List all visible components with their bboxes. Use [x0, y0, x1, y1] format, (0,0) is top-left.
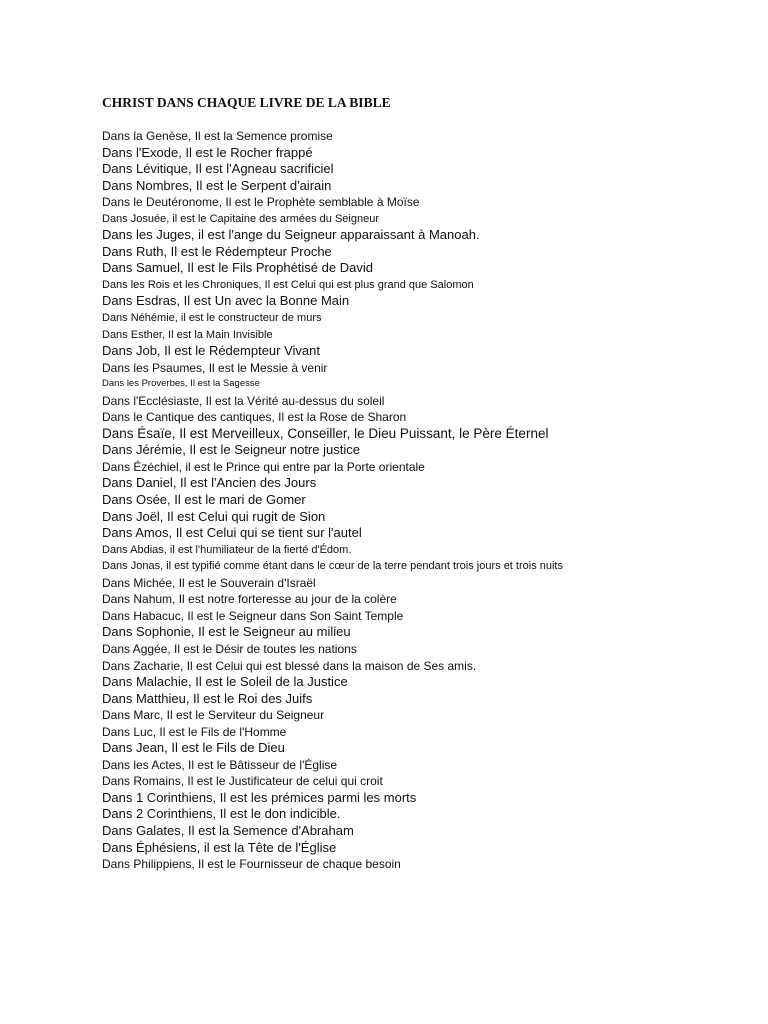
book-line: Dans les Proverbes, Il est la Sagesse: [102, 378, 260, 390]
book-line: Dans les Actes, Il est le Bâtisseur de l'Église: [102, 757, 338, 772]
book-line: Dans Matthieu, Il est le Roi des Juifs: [102, 690, 313, 706]
book-line: Dans Esther, Il est la Main Invisible: [102, 328, 273, 341]
book-line: Dans Amos, Il est Celui qui se tient sur l'autel: [102, 525, 362, 541]
book-line: Dans Abdias, il est l'humiliateur de la fierté d'Édom.: [102, 543, 352, 556]
book-line: Dans Habacuc, Il est le Seigneur dans Son Saint Temple: [102, 608, 404, 623]
book-line: Dans Philippiens, Il est le Fournisseur de chaque besoin: [102, 857, 401, 872]
book-line: Dans Job, Il est le Rédempteur Vivant: [102, 343, 320, 359]
book-line: Dans Ruth, Il est le Rédempteur Proche: [102, 243, 332, 259]
book-line: Dans l'Ecclésiaste, Il est la Vérité au-dessus du soleil: [102, 393, 385, 408]
book-line: Dans Romains, Il est le Justificateur de celui qui croit: [102, 774, 383, 789]
book-line: Dans Daniel, Il est l'Ancien des Jours: [102, 475, 317, 491]
book-line: Dans Josuée, il est le Capitaine des armées du Seigneur: [102, 212, 379, 225]
book-line: Dans les Psaumes, Il est le Messie à venir: [102, 360, 328, 375]
book-line: Dans Michée, Il est le Souverain d'Israël: [102, 575, 316, 590]
book-line: Dans Osée, Il est le mari de Gomer: [102, 492, 306, 508]
book-line: Dans Sophonie, Il est le Seigneur au milieu: [102, 624, 351, 640]
book-line: Dans Ésaïe, Il est Merveilleux, Conseiller, le Dieu Puissant, le Père Éternel: [102, 425, 549, 441]
book-list: [102, 128, 762, 873]
book-line: Dans Malachie, Il est le Soleil de la Justice: [102, 674, 348, 690]
book-line: Dans Aggée, Il est le Désir de toutes les nations: [102, 641, 357, 656]
book-line: Dans Ézéchiel, il est le Prince qui entre par la Porte orientale: [102, 459, 425, 474]
book-line: Dans les Rois et les Chroniques, Il est Celui qui est plus grand que Salomon: [102, 278, 474, 291]
book-line: Dans 1 Corinthiens, Il est les prémices parmi les morts: [102, 789, 417, 805]
book-line: Dans Joël, Il est Celui qui rugit de Sion: [102, 508, 326, 524]
book-line: Dans le Deutéronome, Il est le Prophète semblable à Moïse: [102, 195, 420, 210]
book-line: Dans Jean, Il est le Fils de Dieu: [102, 740, 285, 756]
document-title: CHRIST DANS CHAQUE LIVRE DE LA BIBLE: [102, 95, 391, 110]
book-line: Dans le Cantique des cantiques, Il est la Rose de Sharon: [102, 410, 407, 425]
book-line: Dans Nombres, Il est le Serpent d'airain: [102, 177, 332, 193]
book-line: Dans Zacharie, Il est Celui qui est blessé dans la maison de Ses amis.: [102, 658, 477, 673]
book-line: Dans Jérémie, Il est le Seigneur notre justice: [102, 442, 360, 458]
book-line: Dans Néhémie, il est le constructeur de murs: [102, 312, 322, 325]
book-line: Dans les Juges, il est l'ange du Seigneur apparaissant à Manoah.: [102, 227, 480, 243]
book-line: Dans la Genèse, Il est la Semence promise: [102, 129, 333, 143]
book-line: Dans Samuel, Il est le Fils Prophétisé de David: [102, 260, 373, 276]
book-line: Dans l'Exode, Il est le Rocher frappé: [102, 144, 313, 160]
book-line: Dans Éphésiens, il est la Tête de l'Église: [102, 839, 337, 855]
book-line: Dans Marc, Il est le Serviteur du Seigneur: [102, 708, 325, 723]
book-line: Dans Nahum, Il est notre forteresse au jour de la colère: [102, 592, 397, 607]
book-line: Dans Luc, Il est le Fils de l'Homme: [102, 724, 287, 739]
book-line: Dans Jonas, il est typifié comme étant dans le cœur de la terre pendant trois jours et trois nuits: [102, 560, 563, 573]
book-line: Dans Galates, Il est la Semence d'Abraham: [102, 822, 354, 838]
book-line: Dans Esdras, Il est Un avec la Bonne Main: [102, 293, 350, 309]
book-line: Dans 2 Corinthiens, Il est le don indicible.: [102, 806, 341, 822]
book-line: Dans Lévitique, Il est l'Agneau sacrificiel: [102, 161, 334, 177]
